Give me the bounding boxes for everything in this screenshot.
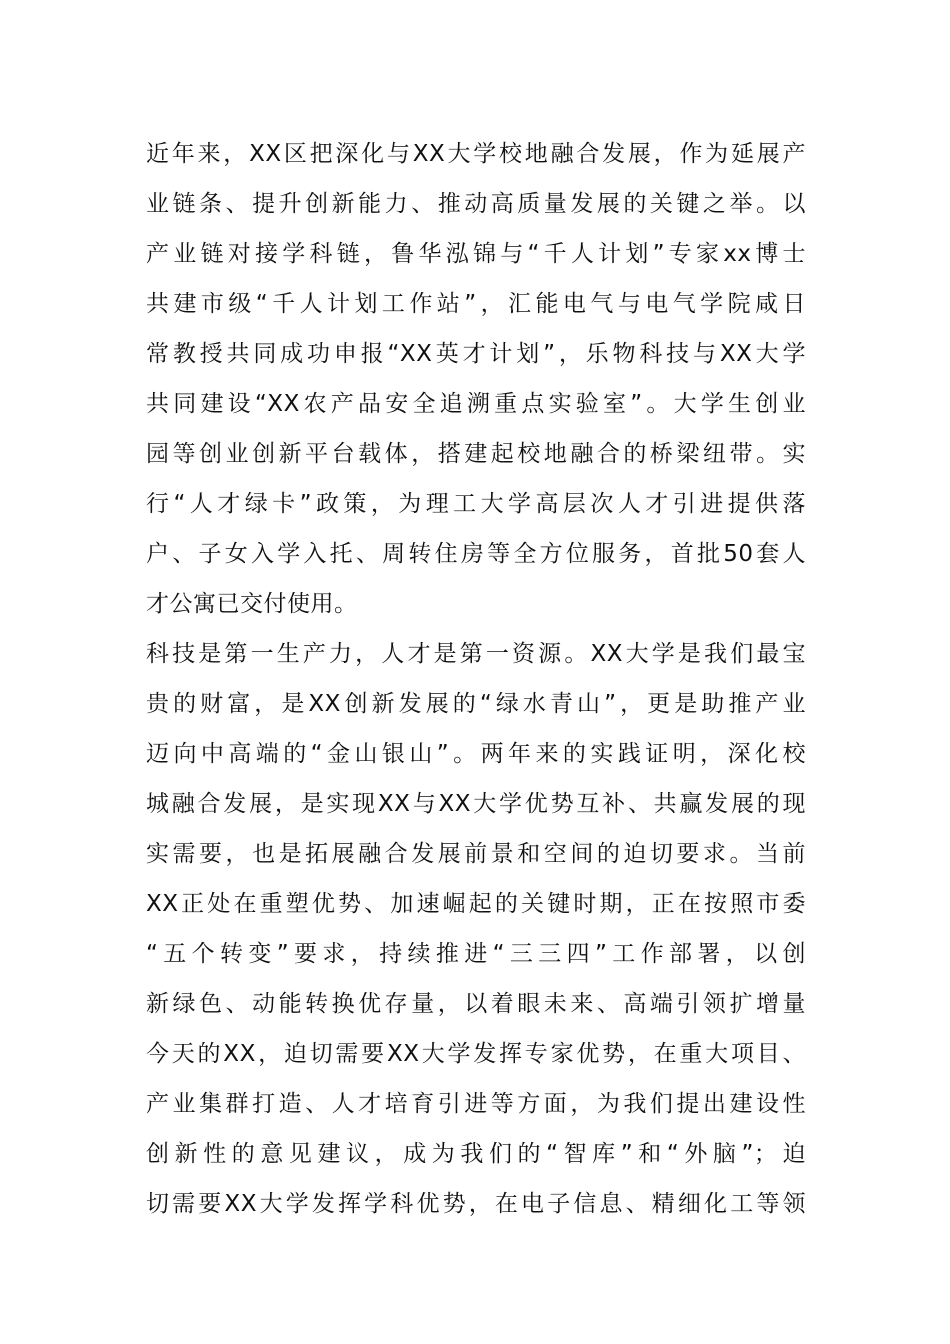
text-line: 实需要，也是拓展融合发展前景和空间的迫切要求。当前 — [146, 841, 806, 867]
text-line: 创新性的意见建议，成为我们的“智库”和“外脑”；迫 — [146, 1141, 806, 1167]
text-line: 共同建设“XX农产品安全追溯重点实验室”。大学生创业 — [146, 391, 806, 417]
text-line: XX正处在重塑优势、加速崛起的关键时期，正在按照市委 — [146, 891, 806, 917]
text-line: 行“人才绿卡”政策，为理工大学高层次人才引进提供落 — [146, 491, 806, 517]
text-line: 科技是第一生产力，人才是第一资源。XX大学是我们最宝 — [146, 641, 806, 667]
text-line: “五个转变”要求，持续推进“三三四”工作部署，以创 — [146, 941, 806, 967]
text-line: 共建市级“千人计划工作站”，汇能电气与电气学院咸日 — [146, 291, 806, 317]
text-line: 业链条、提升创新能力、推动高质量发展的关键之举。以 — [146, 191, 806, 217]
text-line: 常教授共同成功申报“XX英才计划”，乐物科技与XX大学 — [146, 341, 806, 367]
text-line: 新绿色、动能转换优存量，以着眼未来、高端引领扩增量 — [146, 991, 806, 1017]
text-line: 户、子女入学入托、周转住房等全方位服务，首批50套人 — [146, 541, 806, 567]
paragraph-1 — [146, 129, 806, 629]
text-line: 才公寓已交付使用。 — [146, 591, 358, 617]
text-line: 切需要XX大学发挥学科优势，在电子信息、精细化工等领 — [146, 1191, 806, 1217]
text-line: 近年来，XX区把深化与XX大学校地融合发展，作为延展产 — [146, 141, 806, 167]
text-line: 迈向中高端的“金山银山”。两年来的实践证明，深化校 — [146, 741, 806, 767]
paragraph-2 — [146, 629, 806, 1229]
text-line: 产业链对接学科链，鲁华泓锦与“千人计划”专家xx博士 — [146, 241, 806, 267]
document-body — [146, 129, 806, 1229]
text-line: 贵的财富，是XX创新发展的“绿水青山”，更是助推产业 — [146, 691, 806, 717]
text-line: 园等创业创新平台载体，搭建起校地融合的桥梁纽带。实 — [146, 441, 806, 467]
text-line: 今天的XX，迫切需要XX大学发挥专家优势，在重大项目、 — [146, 1041, 806, 1067]
text-line: 产业集群打造、人才培育引进等方面，为我们提出建设性 — [146, 1091, 806, 1117]
text-line: 城融合发展，是实现XX与XX大学优势互补、共赢发展的现 — [146, 791, 806, 817]
